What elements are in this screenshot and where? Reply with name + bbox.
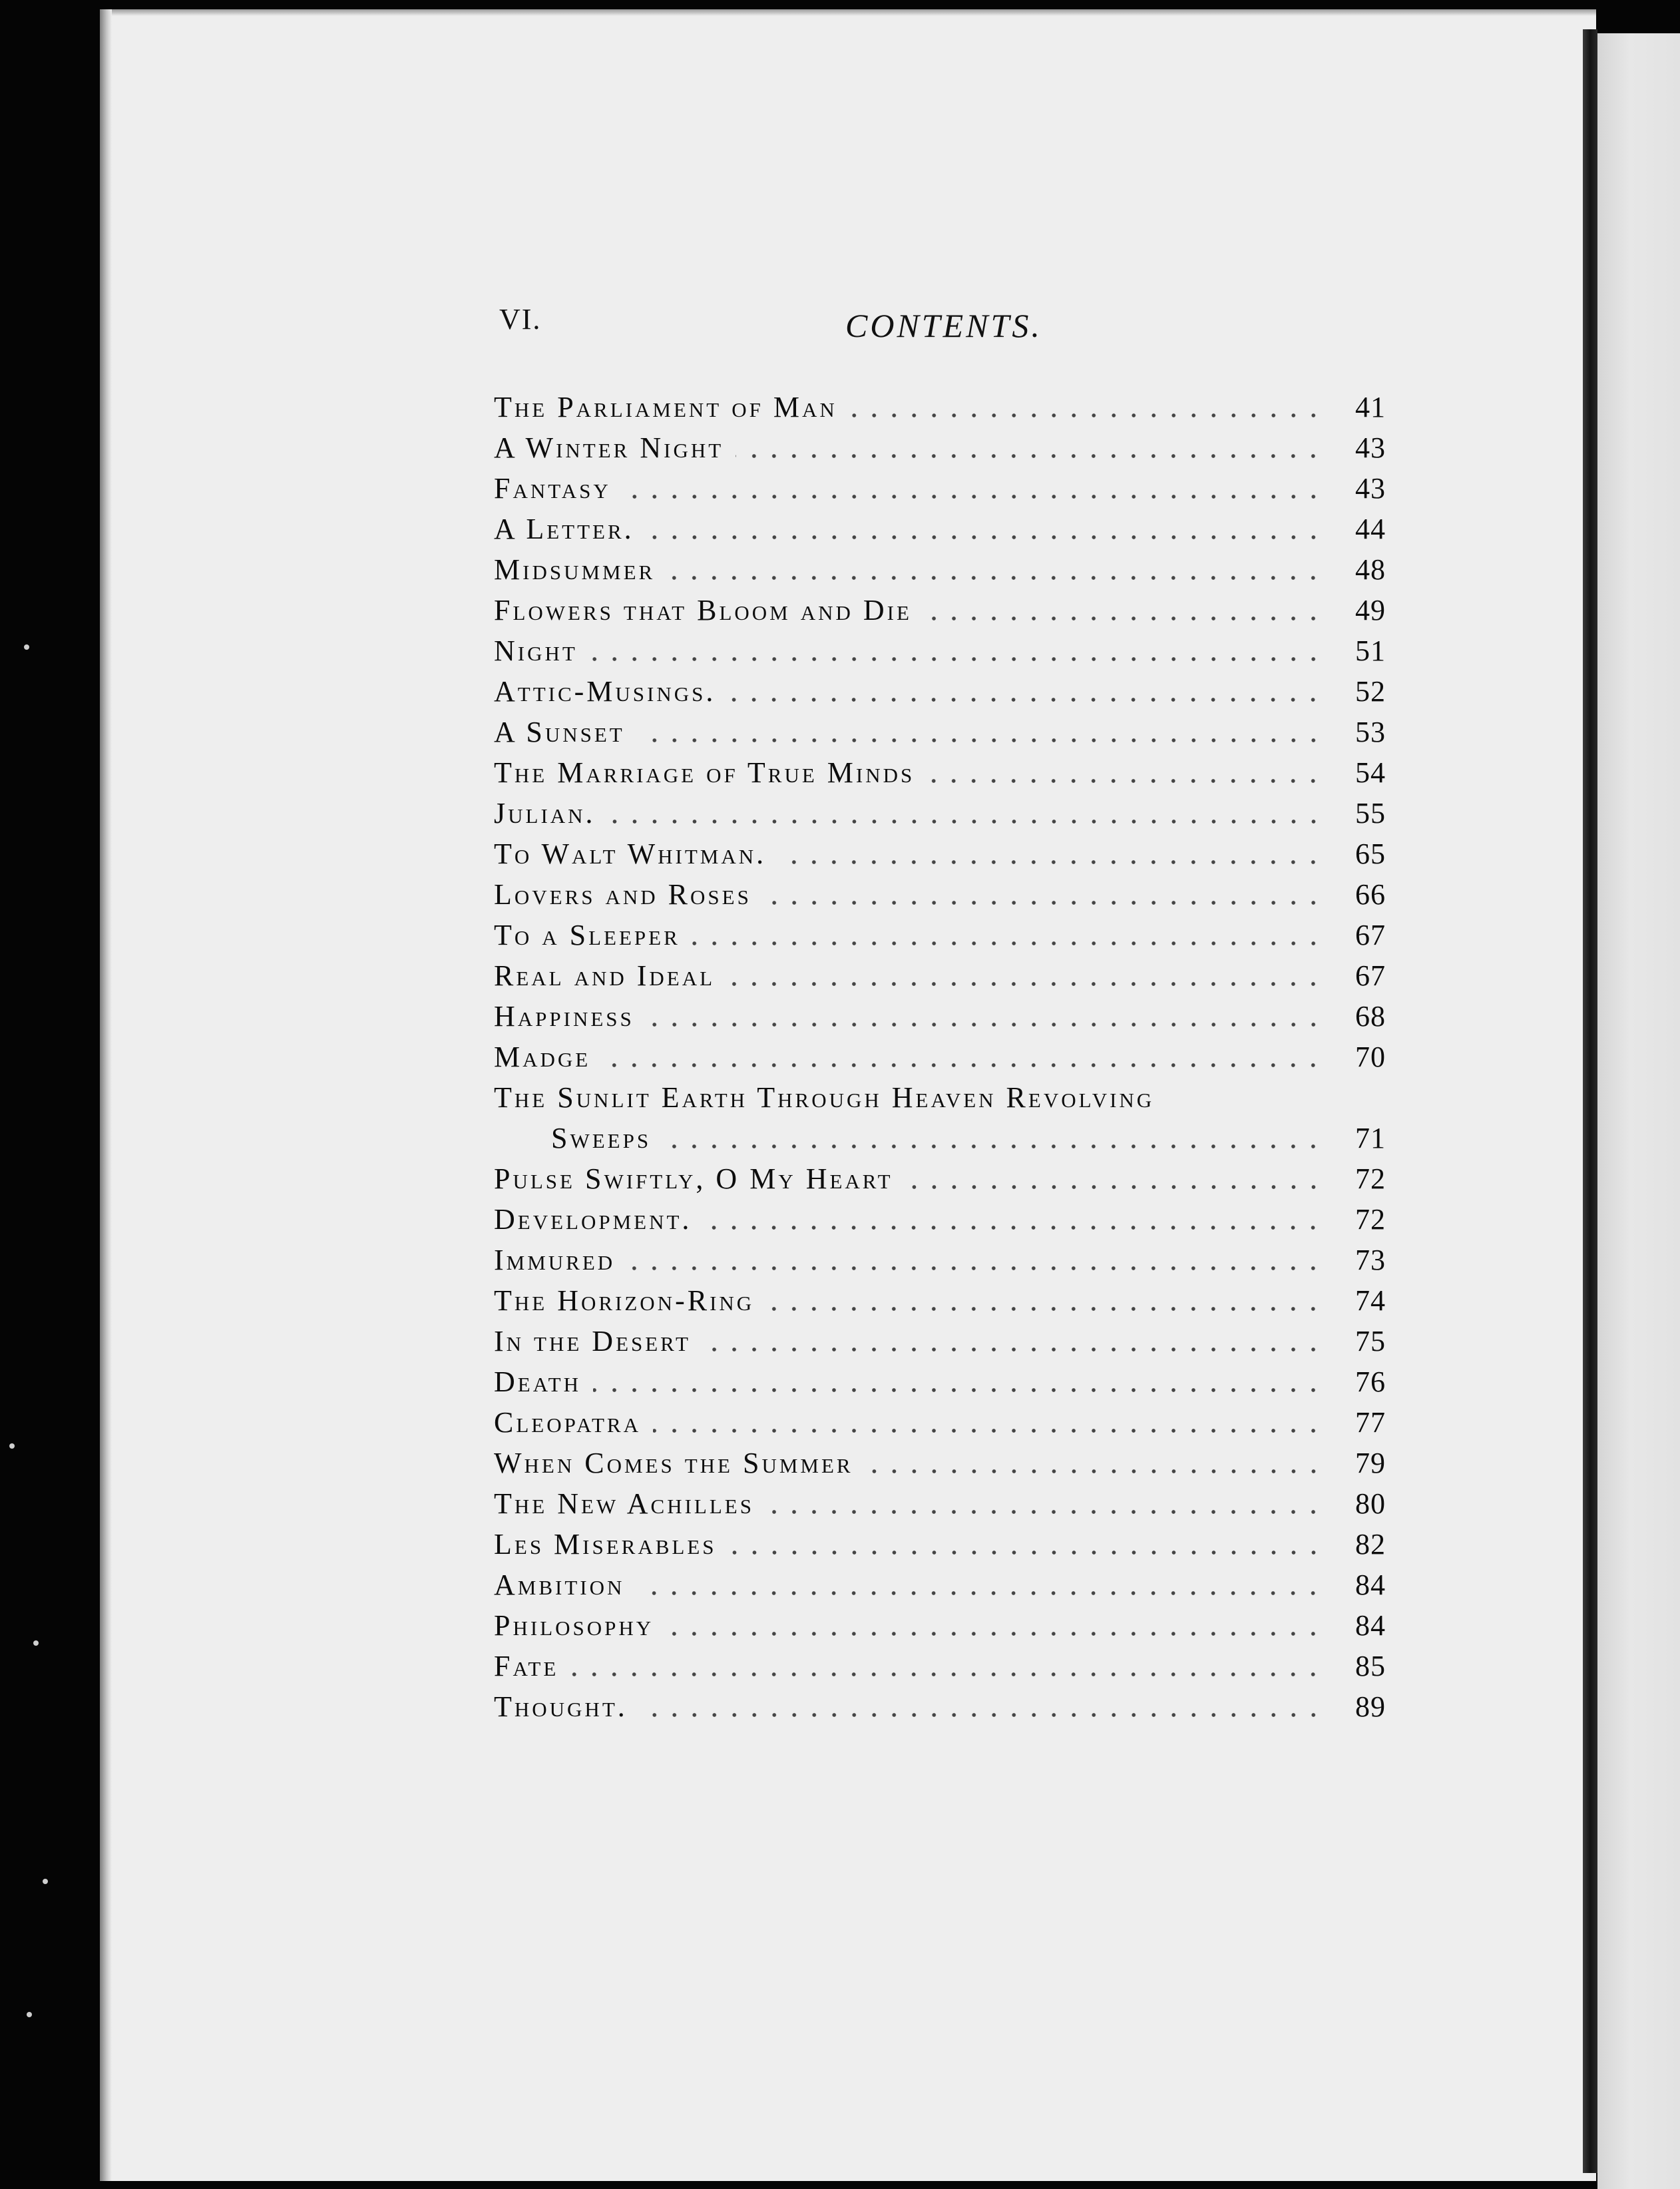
toc-entry-title: A Sunset (494, 716, 625, 748)
toc-page-number: 74 (1355, 1284, 1386, 1317)
toc-entry (494, 790, 1386, 830)
toc-page-number: 72 (1355, 1203, 1386, 1236)
facing-page-edge (1597, 33, 1680, 2189)
toc-entry-continuation (494, 1114, 1386, 1155)
toc-dot-leader (667, 576, 1323, 580)
page-left-shadow (100, 9, 112, 2181)
book-gutter (1583, 29, 1597, 2173)
toc-entry-title: The Sunlit Earth Through Heaven Revolving (494, 1081, 1155, 1114)
toc-page-number: 84 (1355, 1569, 1386, 1601)
toc-dot-leader (653, 1429, 1323, 1433)
toc-page-number: 67 (1355, 919, 1386, 951)
toc-page-number: 41 (1355, 391, 1386, 423)
toc-page-number: 72 (1355, 1162, 1386, 1195)
toc-entry-title: Fantasy (494, 472, 611, 505)
toc-page-number: 77 (1355, 1406, 1386, 1439)
toc-dot-leader (905, 1185, 1323, 1189)
toc-entry-title: Development. (494, 1203, 692, 1236)
toc-entry (494, 505, 1386, 546)
toc-entry-title: To Walt Whitman. (494, 838, 767, 870)
toc-entry (494, 1683, 1386, 1724)
toc-dot-leader (924, 616, 1323, 620)
page-top-shadow (100, 9, 1596, 16)
toc-dot-leader (692, 941, 1323, 945)
toc-dot-leader (763, 901, 1323, 905)
toc-entry (494, 1561, 1386, 1602)
toc-dot-leader (590, 657, 1323, 661)
toc-entry (494, 627, 1386, 668)
toc-entry (494, 1236, 1386, 1277)
toc-dot-leader (735, 454, 1323, 458)
toc-entry (494, 1602, 1386, 1642)
toc-entry (494, 424, 1386, 465)
toc-page-number: 48 (1355, 553, 1386, 586)
toc-entry-title: To a Sleeper (494, 919, 680, 951)
toc-dot-leader (728, 698, 1323, 702)
toc-entry (494, 546, 1386, 587)
toc-page-number: 55 (1355, 797, 1386, 830)
toc-dot-leader (646, 535, 1323, 539)
toc-entry (494, 993, 1386, 1033)
toc-page-number: 65 (1355, 838, 1386, 870)
toc-entry-title: Les Miserables (494, 1528, 717, 1561)
toc-entry-title: Immured (494, 1244, 616, 1276)
toc-dot-leader (666, 1632, 1323, 1636)
toc-dot-leader (640, 1713, 1323, 1717)
toc-entry-title: Night (494, 634, 578, 667)
toc-entry-title: The New Achilles (494, 1487, 754, 1520)
toc-page-number: 70 (1355, 1041, 1386, 1073)
toc-entry (494, 383, 1386, 424)
section-title: CONTENTS. (845, 307, 1042, 344)
toc-entry (494, 952, 1386, 993)
toc-page-number: 67 (1355, 959, 1386, 992)
toc-dot-leader (703, 1347, 1323, 1351)
toc-entry-title: The Horizon-Ring (494, 1284, 755, 1317)
toc-dot-leader (865, 1469, 1323, 1473)
toc-dot-leader (766, 1510, 1323, 1514)
toc-entry-title: Julian. (494, 797, 596, 830)
toc-entry-title: Fate (494, 1650, 559, 1682)
toc-entry (494, 465, 1386, 505)
toc-entry-title: Happiness (494, 1000, 634, 1033)
toc-entry-title: Real and Ideal (494, 959, 716, 992)
toc-page-number: 89 (1355, 1690, 1386, 1723)
toc-entry-title: Philosophy (494, 1609, 654, 1642)
toc-dot-leader (646, 1023, 1323, 1027)
toc-entry (494, 1277, 1386, 1318)
toc-entry (494, 830, 1386, 871)
toc-entry (494, 911, 1386, 952)
toc-page-number: 43 (1355, 472, 1386, 505)
toc-page-number: 52 (1355, 675, 1386, 708)
toc-dot-leader (623, 495, 1323, 499)
toc-dot-leader (593, 1388, 1323, 1392)
toc-entry (494, 708, 1386, 749)
toc-entry-title: Cleopatra (494, 1406, 641, 1439)
toc-page-number: 84 (1355, 1609, 1386, 1642)
toc-entry-title: Attic-Musings. (494, 675, 716, 708)
toc-entry (494, 1033, 1386, 1074)
toc-entry (494, 1358, 1386, 1399)
toc-page-number: 54 (1355, 756, 1386, 789)
toc-page-number: 53 (1355, 716, 1386, 748)
toc-dot-leader (778, 860, 1323, 864)
toc-page-number: 79 (1355, 1447, 1386, 1479)
toc-entry-title: When Comes the Summer (494, 1447, 853, 1479)
running-head (499, 302, 1298, 356)
toc-page-number: 43 (1355, 431, 1386, 464)
toc-page-number: 76 (1355, 1365, 1386, 1398)
toc-page-number: 51 (1355, 634, 1386, 667)
toc-dot-leader (627, 1266, 1323, 1270)
toc-entry (494, 1521, 1386, 1561)
toc-entry-title: A Letter. (494, 513, 634, 545)
toc-page-number: 85 (1355, 1650, 1386, 1682)
toc-entry-title: Ambition (494, 1569, 625, 1601)
toc-entry (494, 587, 1386, 627)
toc-dot-leader (570, 1672, 1323, 1676)
table-of-contents (494, 383, 1386, 1724)
toc-dot-leader (608, 820, 1323, 824)
toc-entry (494, 1642, 1386, 1683)
toc-page-number: 49 (1355, 594, 1386, 626)
toc-entry (494, 1318, 1386, 1358)
toc-dot-leader (704, 1226, 1323, 1230)
toc-page-number: 68 (1355, 1000, 1386, 1033)
toc-page-number: 44 (1355, 513, 1386, 545)
toc-dot-leader (766, 1307, 1323, 1311)
book-page (100, 9, 1596, 2181)
toc-dot-leader (849, 413, 1323, 417)
toc-entry (494, 1155, 1386, 1196)
toc-entry-title: The Parliament of Man (494, 391, 837, 423)
toc-entry-title: Death (494, 1365, 581, 1398)
toc-entry (494, 1399, 1386, 1439)
toc-entry-title: Midsummer (494, 553, 656, 586)
page-number: VI. (499, 303, 542, 336)
toc-entry-title: Madge (494, 1041, 591, 1073)
toc-entry-title: Pulse Swiftly, O My Heart (494, 1162, 893, 1195)
toc-dot-leader (636, 1591, 1323, 1595)
toc-dot-leader (927, 779, 1323, 783)
toc-page-number: 80 (1355, 1487, 1386, 1520)
toc-entry-title: The Marriage of True Minds (494, 756, 915, 789)
toc-dot-leader (637, 738, 1323, 742)
toc-entry (494, 1074, 1386, 1114)
toc-entry (494, 871, 1386, 911)
toc-entry (494, 749, 1386, 790)
toc-entry (494, 668, 1386, 708)
toc-entry-title: Thought. (494, 1690, 628, 1723)
toc-entry (494, 1480, 1386, 1521)
toc-dot-leader (663, 1144, 1323, 1148)
toc-dot-leader (727, 982, 1323, 986)
toc-page-number: 66 (1355, 878, 1386, 911)
toc-entry-title: Flowers that Bloom and Die (494, 594, 912, 626)
toc-entry (494, 1196, 1386, 1236)
toc-page-number: 71 (1355, 1122, 1386, 1154)
toc-dot-leader (602, 1063, 1323, 1067)
toc-entry-title: Lovers and Roses (494, 878, 751, 911)
toc-entry (494, 1439, 1386, 1480)
toc-entry-title: A Winter Night (494, 431, 724, 464)
toc-page-number: 73 (1355, 1244, 1386, 1276)
toc-dot-leader (729, 1551, 1323, 1555)
toc-page-number: 75 (1355, 1325, 1386, 1357)
toc-page-number: 82 (1355, 1528, 1386, 1561)
toc-entry-title: In the Desert (494, 1325, 691, 1357)
toc-entry-title-continued: Sweeps (551, 1122, 652, 1154)
